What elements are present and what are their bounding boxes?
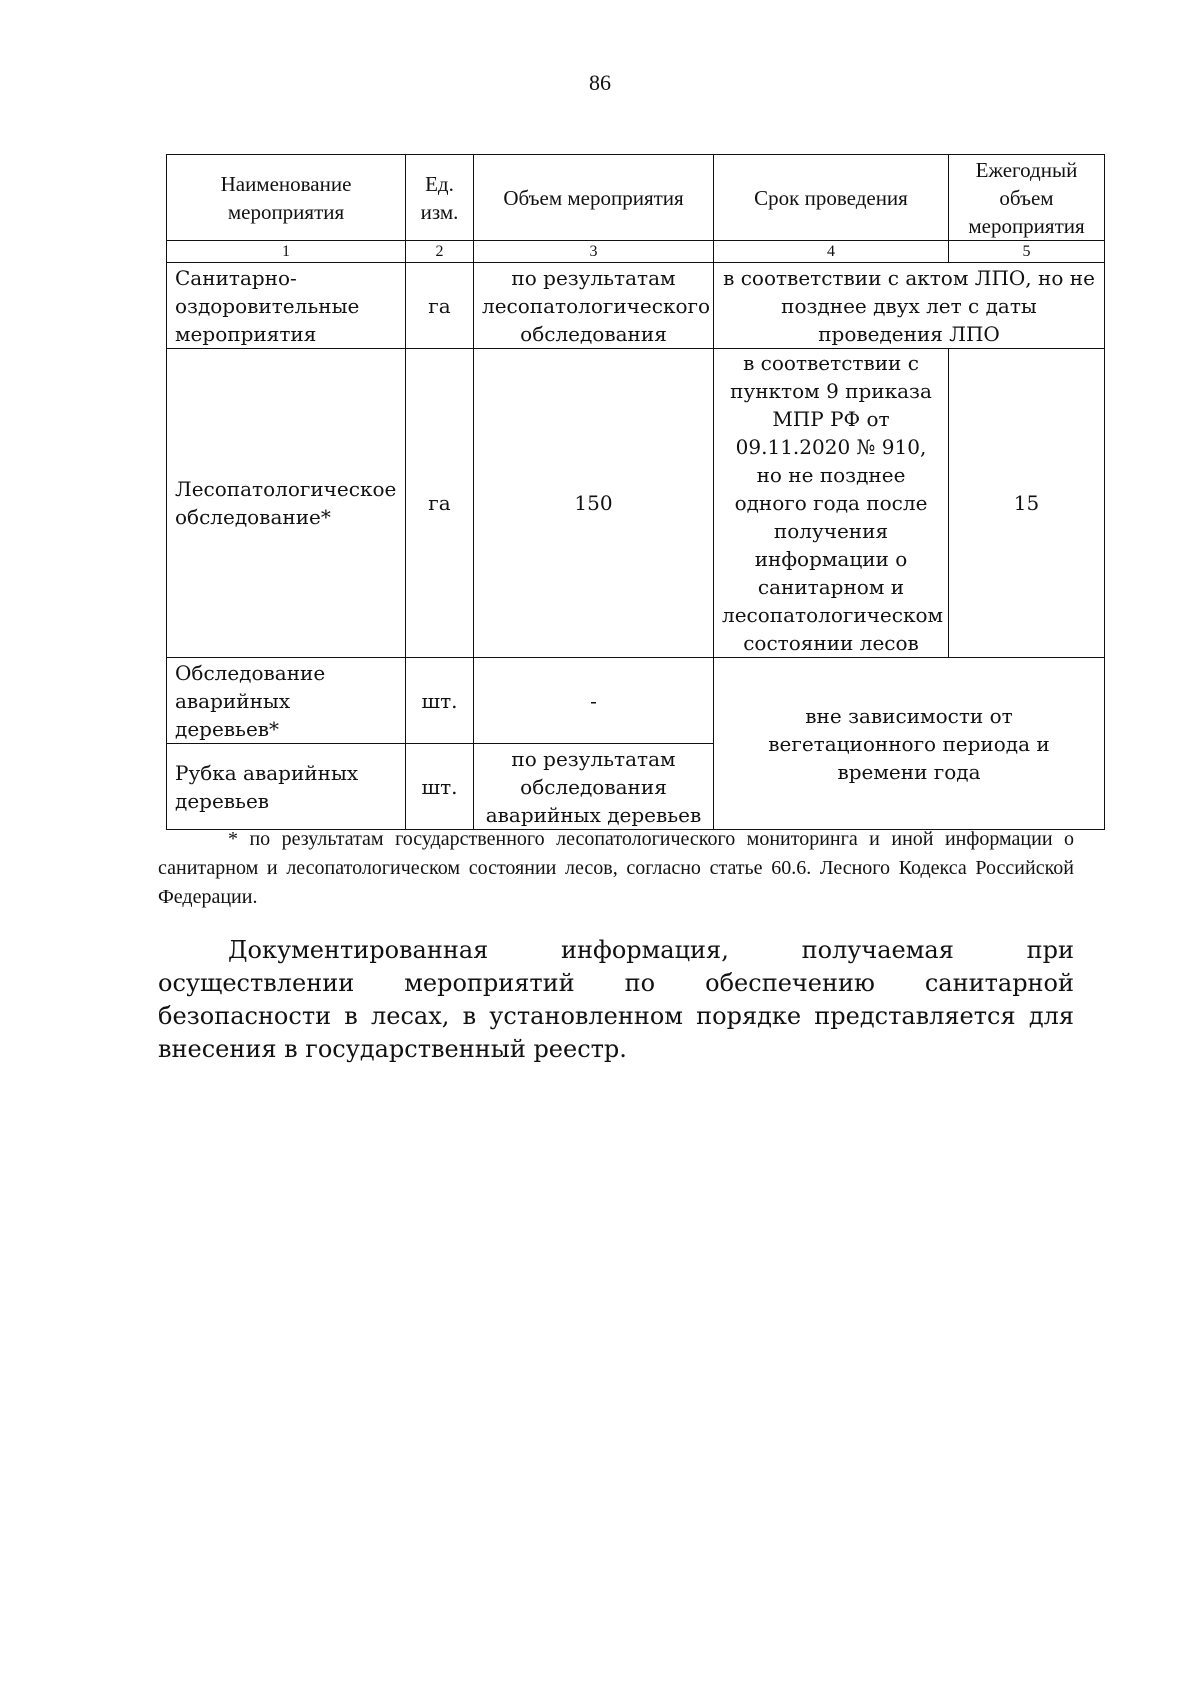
- table-row: [167, 658, 1105, 744]
- column-number: 1: [167, 241, 406, 263]
- header-term: Срок проведения: [714, 155, 949, 241]
- row-volume: по результатам лесопатологического обследования: [474, 263, 714, 349]
- row-volume: по результатам обследования аварийных деревьев: [474, 744, 714, 830]
- row-unit: га: [406, 349, 474, 658]
- table-header-row: [167, 155, 1105, 241]
- row-unit: га: [406, 263, 474, 349]
- table-row: [167, 263, 1105, 349]
- row-term: в соответствии с пунктом 9 приказа МПР РФ от 09.11.2020 № 910, но не позднее одного года после получения информации о санитарном и лесопатологическом состоянии лесов: [714, 349, 949, 658]
- row-term: в соответствии с актом ЛПО, но не позднее двух лет с даты проведения ЛПО: [714, 263, 1105, 349]
- body-paragraph: Документированная информация, получаемая при осуществлении мероприятий по обеспечению санитарной безопасности в лесах, в установленном порядке представляется для внесения в государственный реестр.: [158, 936, 1074, 1063]
- column-number: 2: [406, 241, 474, 263]
- row-name: Обследование аварийных деревьев*: [167, 658, 406, 744]
- header-annual: Ежегодный объем мероприятия: [949, 155, 1105, 241]
- header-unit: Ед. изм.: [406, 155, 474, 241]
- column-number: 4: [714, 241, 949, 263]
- row-annual: 15: [949, 349, 1105, 658]
- column-number: 3: [474, 241, 714, 263]
- row-unit: шт.: [406, 744, 474, 830]
- measures-table: [166, 154, 1105, 830]
- header-volume: Объем мероприятия: [474, 155, 714, 241]
- page-number: 86: [589, 70, 611, 95]
- row-unit: шт.: [406, 658, 474, 744]
- row-name: Лесопатологическое обследование*: [167, 349, 406, 658]
- column-number: 5: [949, 241, 1105, 263]
- header-name: Наименование мероприятия: [167, 155, 406, 241]
- row-volume: -: [474, 658, 714, 744]
- row-volume: 150: [474, 349, 714, 658]
- table-row: [167, 349, 1105, 658]
- row-name: Санитарно-оздоровительные мероприятия: [167, 263, 406, 349]
- row-name: Рубка аварийных деревьев: [167, 744, 406, 830]
- footnote: * по результатам государственного лесопатологического мониторинга и иной информации о санитарном и лесопатологическом состоянии лесов, согласно статье 60.6. Лесного Кодекса Российской Федерации.: [158, 828, 1074, 908]
- column-number-row: [167, 241, 1105, 263]
- row-term-merged: вне зависимости от вегетационного периода и времени года: [714, 658, 1105, 830]
